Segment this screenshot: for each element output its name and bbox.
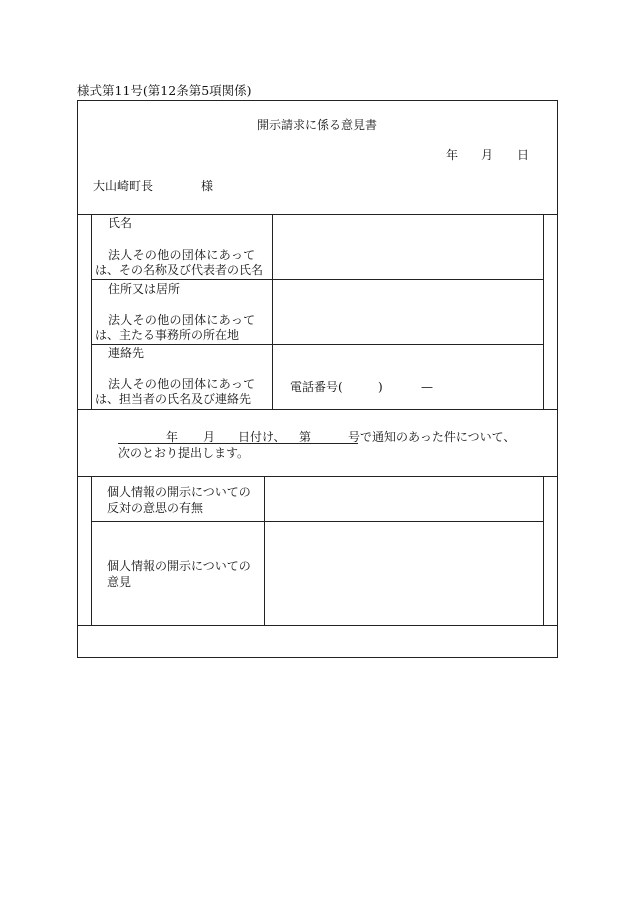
address-label: 住所又は居所 — [108, 282, 181, 296]
date-month-label: 月 — [481, 148, 494, 162]
objection-label-line-2: 反対の意思の有無 — [107, 501, 204, 515]
name-note-line-1: 法人その他の団体にあって — [108, 248, 256, 262]
inner-left-line-opinion — [91, 476, 92, 625]
inner-right-line-opinion — [543, 476, 544, 625]
name-input[interactable] — [273, 215, 543, 279]
contact-note-line-2: は、担当者の氏名及び連絡先 — [95, 392, 252, 406]
address-note-line-1: 法人その他の団体にあって — [108, 313, 256, 327]
notice-line-2: 次のとおり提出します。 — [118, 446, 250, 460]
date-day-label: 日 — [517, 148, 530, 162]
phone-paren-close: ) — [378, 380, 383, 394]
contact-label: 連絡先 — [108, 346, 145, 360]
form-number-label: 様式第11号(第12条第5項関係) — [77, 83, 252, 98]
address-input[interactable] — [273, 280, 543, 344]
inner-right-line-applicant — [543, 214, 544, 409]
opinion-label-line-1: 個人情報の開示についての — [107, 559, 251, 573]
contact-input[interactable] — [273, 345, 543, 409]
phone-dash: — — [421, 380, 433, 394]
opinion-input[interactable] — [265, 522, 543, 625]
notice-number-prefix: 第 — [299, 430, 312, 444]
form-title: 開示請求に係る意見書 — [257, 118, 378, 132]
name-note-line-2: は、その名称及び代表者の氏名 — [95, 263, 264, 277]
notice-year-label: 年 — [166, 430, 179, 444]
inner-left-line-applicant — [91, 214, 92, 409]
contact-note-line-1: 法人その他の団体にあって — [108, 377, 256, 391]
addressee-name: 大山崎町長 — [93, 179, 154, 193]
divider-bottom-applicant — [77, 409, 558, 410]
opinion-label-line-2: 意見 — [107, 575, 132, 589]
objection-label-line-1: 個人情報の開示についての — [107, 485, 251, 499]
remarks-row[interactable] — [78, 626, 556, 656]
notice-month-label: 月 — [203, 430, 216, 444]
notice-dated-label: 日付け、 — [238, 430, 286, 444]
name-label: 氏名 — [108, 216, 133, 230]
notice-number-suffix: 号で通知のあった件について、 — [348, 430, 516, 444]
phone-label: 電話番号( — [290, 380, 343, 394]
date-year-label: 年 — [446, 148, 459, 162]
objection-input[interactable] — [265, 477, 543, 521]
address-note-line-2: は、主たる事務所の所在地 — [95, 328, 240, 342]
addressee-honorific: 様 — [201, 179, 214, 193]
